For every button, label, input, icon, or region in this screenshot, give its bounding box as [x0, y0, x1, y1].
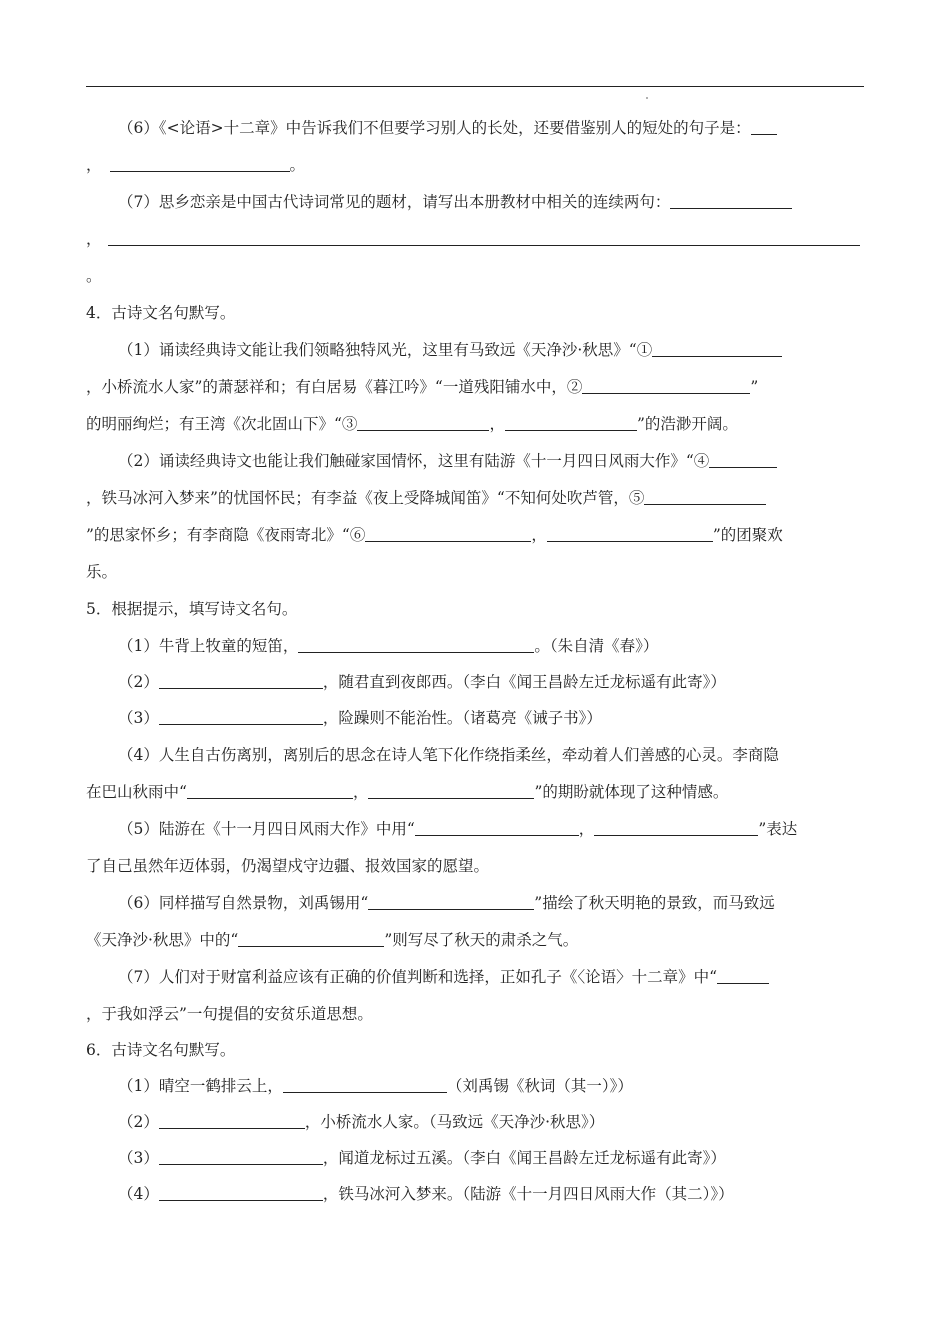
q5-item5-blank-b[interactable] — [594, 834, 758, 836]
q5-item2: （2） ，随君直到夜郎西。（李白《闻王昌龄左迁龙标遥有此寄》） — [118, 673, 726, 691]
q5-item3: （3） ，险躁则不能治性。（诸葛亮《诫子书》） — [118, 709, 602, 727]
q5-item6-line2: 《天净沙·秋思》中的“ ”则写尽了秋天的肃杀之气。 — [86, 931, 579, 949]
q4-blank-3b[interactable] — [505, 429, 637, 431]
q6-heading: 6．古诗文名句默写。 — [86, 1041, 236, 1059]
q5-item4-blank-b[interactable] — [368, 797, 534, 799]
q3-item7-line3: 。 — [86, 267, 102, 285]
q4-blank-6a[interactable] — [365, 540, 531, 542]
q5-item5-line1: （5）陆游在《十一月四日风雨大作》中用“ ， ”表达 — [118, 820, 798, 838]
q6-item2-blank[interactable] — [159, 1127, 305, 1129]
q3-item7-line2: ， — [86, 221, 876, 258]
header-rule — [86, 86, 864, 87]
q5-item7-line2: ，于我如浮云”一句提倡的安贫乐道思想。 — [86, 1005, 373, 1023]
q4-p2-line2: ，铁马冰河入梦来”的忧国怀民；有李益《夜上受降城闻笛》“不知何处吹芦管，⑤ — [86, 480, 876, 517]
q5-item7-line1: （7）人们对于财富利益应该有正确的价值判断和选择，正如孔子《〈论语〉十二章》中“ — [86, 959, 876, 996]
header-dot — [646, 97, 648, 99]
q4-p2-line4: 乐。 — [86, 563, 118, 581]
q5-item2-blank[interactable] — [159, 687, 323, 689]
q4-p2-line3: ”的思家怀乡；有李商隐《夜雨寄北》“⑥ ， ”的团聚欢 — [86, 526, 783, 544]
q4-blank-1[interactable] — [652, 355, 782, 357]
q6-item3: （3） ，闻道龙标过五溪。（李白《闻王昌龄左迁龙标遥有此寄》） — [118, 1149, 726, 1167]
q3-item7-blank2[interactable] — [108, 244, 860, 246]
q3-item7-blank1[interactable] — [670, 207, 792, 209]
q5-item4-line2: 在巴山秋雨中“ ， ”的期盼就体现了这种情感。 — [86, 783, 729, 801]
q5-item5-line2: 了自己虽然年迈体弱，仍渴望戍守边疆、报效国家的愿望。 — [86, 857, 490, 875]
q6-item4: （4） ，铁马冰河入梦来。（陆游《十一月四日风雨大作（其二）》） — [118, 1185, 734, 1203]
q6-item2: （2） ，小桥流水人家。（马致远《天净沙·秋思》） — [118, 1113, 605, 1131]
q5-item1: （1）牛背上牧童的短笛， 。（朱自清《春》） — [118, 637, 659, 655]
q4-p1-line3: 的明丽绚烂；有王湾《次北固山下》“③ ， ”的浩渺开阔。 — [86, 415, 738, 433]
q4-blank-3a[interactable] — [357, 429, 489, 431]
q5-item4-blank-a[interactable] — [187, 797, 353, 799]
q5-item7-blank[interactable] — [717, 982, 769, 984]
q4-blank-5[interactable] — [644, 503, 766, 505]
q5-item6-blank-a[interactable] — [368, 908, 534, 910]
q4-p2-line1: （2）诵读经典诗文也能让我们触碰家国情怀，这里有陆游《十一月四日风雨大作》“④ — [86, 443, 876, 480]
q3-item7-line1: （7）思乡恋亲是中国古代诗词常见的题材，请写出本册教材中相关的连续两句： — [86, 184, 876, 221]
q6-item1-blank[interactable] — [283, 1091, 447, 1093]
q5-item3-blank[interactable] — [159, 723, 323, 725]
q6-item4-blank[interactable] — [159, 1199, 323, 1201]
q4-heading: 4．古诗文名句默写。 — [86, 304, 236, 322]
q3-item6-blank2[interactable] — [110, 170, 290, 172]
q5-item6-blank-b[interactable] — [238, 945, 384, 947]
q4-blank-4[interactable] — [709, 466, 777, 468]
q5-item4-line1: （4）人生自古伤离别，离别后的思念在诗人笔下化作绕指柔丝，牵动着人们善感的心灵。李商隐 — [118, 746, 779, 764]
q3-item6-line2: ， 。 — [86, 156, 306, 174]
q6-item3-blank[interactable] — [159, 1163, 323, 1165]
q3-item6-line1: （6）《<论语>十二章》中告诉我们不但要学习别人的长处，还要借鉴别人的短处的句子是： — [86, 110, 876, 147]
q3-item6-blank1[interactable] — [751, 133, 777, 135]
q4-p1-line1: （1）诵读经典诗文能让我们领略独特风光，这里有马致远《天净沙·秋思》“① — [86, 332, 876, 369]
q4-p1-line2: ，小桥流水人家”的萧瑟祥和；有白居易《暮江吟》“一道残阳铺水中，② ” — [86, 378, 759, 396]
q5-heading: 5．根据提示，填写诗文名句。 — [86, 600, 298, 618]
q5-item6-line1: （6）同样描写自然景物，刘禹锡用“ ”描绘了秋天明艳的景致，而马致远 — [118, 894, 775, 912]
q4-blank-6b[interactable] — [547, 540, 713, 542]
q5-item5-blank-a[interactable] — [415, 834, 579, 836]
q6-item1: （1）晴空一鹤排云上， （刘禹锡《秋词（其一）》） — [118, 1077, 633, 1095]
q4-blank-2[interactable] — [582, 392, 750, 394]
q5-item1-blank[interactable] — [298, 651, 534, 653]
